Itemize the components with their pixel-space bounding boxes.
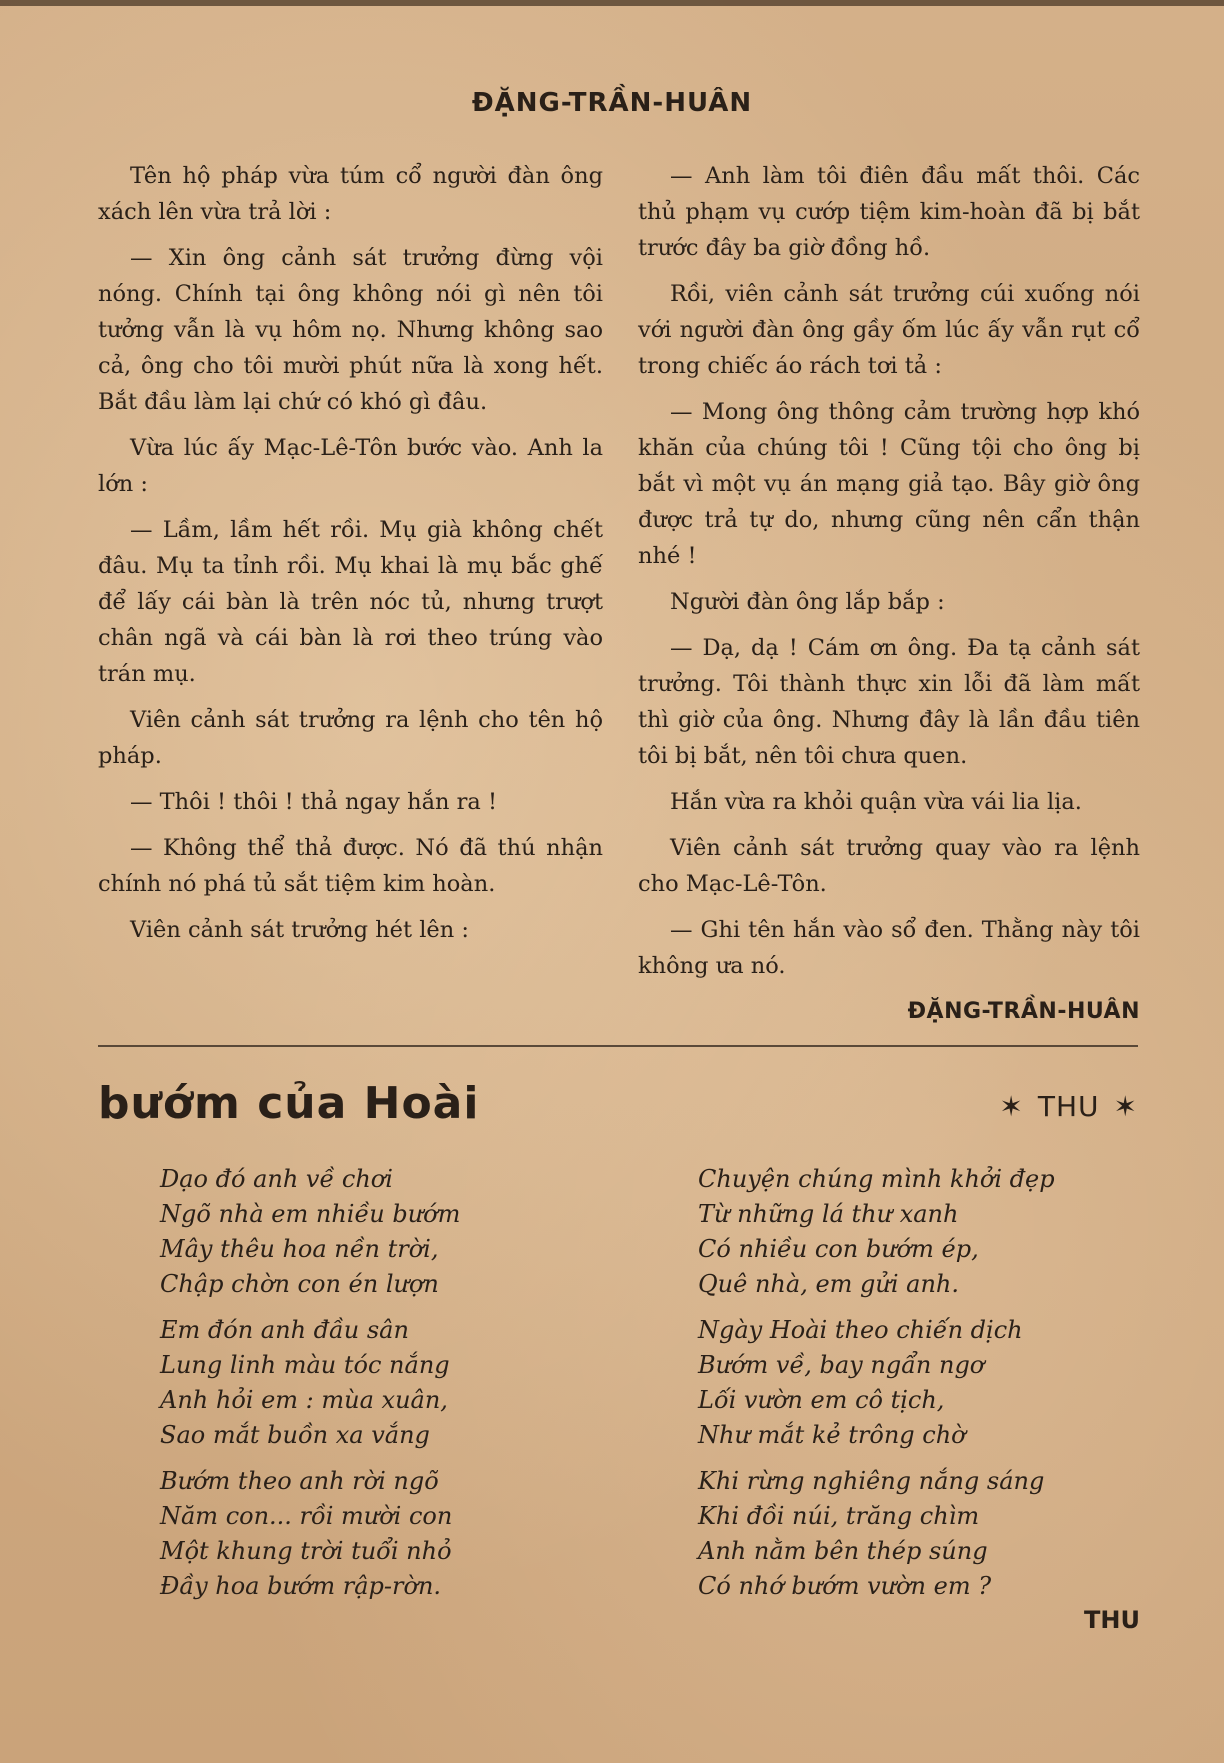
story-paragraph: — Thôi ! thôi ! thả ngay hắn ra !	[130, 789, 498, 815]
poem-author: THU	[1037, 1090, 1100, 1123]
poem-line: Chập chờn con én lượn	[160, 1270, 439, 1298]
poem-line: Đầy hoa bướm rập-rờn.	[160, 1572, 442, 1600]
story-signature: ĐẶNG-TRẦN-HUÂN	[907, 999, 1140, 1024]
story-paragraph: — Dạ, dạ ! Cám ơn ông. Đa tạ cảnh sát trưởng. Tôi thành thực xin lỗi đã làm mất thì giờ của ông. Nhưng đây là lần đầu tiên tôi bị bắt, nên tôi chưa quen.	[638, 635, 1140, 769]
story-paragraph: — Không thể thả được. Nó đã thú nhận chính nó phá tủ sắt tiệm kim hoàn.	[98, 835, 603, 897]
poem-line: Anh hỏi em : mùa xuân,	[160, 1386, 448, 1414]
poem-line: Lung linh màu tóc nắng	[160, 1351, 450, 1379]
poem-line: Khi đồi núi, trăng chìm	[698, 1502, 980, 1530]
story-paragraph: Tên hộ pháp vừa túm cổ người đàn ông xách lên vừa trả lời :	[98, 163, 603, 225]
story-paragraph: — Lầm, lầm hết rồi. Mụ già không chết đâu. Mụ ta tỉnh rồi. Mụ khai là mụ bắc ghế để lấy cái bàn là trên nóc tủ, nhưng trượt chân ngã và cái bàn là rơi theo trúng vào trán mụ.	[98, 517, 603, 687]
poem-stanza	[160, 1162, 460, 1302]
story-paragraph: Vừa lúc ấy Mạc-Lê-Tôn bước vào. Anh la lớn :	[98, 435, 603, 497]
poem-line: Như mắt kẻ trông chờ	[698, 1421, 966, 1449]
poem-stanza	[698, 1464, 1055, 1604]
poem-line: Từ những lá thư xanh	[698, 1200, 959, 1228]
poem-column-right	[698, 1162, 1055, 1615]
story-paragraph: Viên cảnh sát trưởng hét lên :	[130, 917, 469, 943]
poem-title: bướm của Hoài	[98, 1078, 480, 1129]
story-paragraph: Rồi, viên cảnh sát trưởng cúi xuống nói với người đàn ông gầy ốm lúc ấy vẫn rụt cổ trong chiếc áo rách tơi tả :	[638, 281, 1140, 379]
story-paragraph: — Anh làm tôi điên đầu mất thôi. Các thủ phạm vụ cướp tiệm kim-hoàn đã bị bắt trước đây ba giờ đồng hồ.	[638, 163, 1140, 261]
story-paragraph: Viên cảnh sát trưởng ra lệnh cho tên hộ pháp.	[98, 707, 603, 769]
page-header-author: ĐẶNG-TRẦN-HUÂN	[471, 88, 753, 118]
poem-line: Mây thêu hoa nền trời,	[160, 1235, 439, 1263]
poem-line: Ngày Hoài theo chiến dịch	[698, 1316, 1023, 1344]
poem-line: Bướm theo anh rời ngõ	[160, 1467, 439, 1495]
section-divider	[98, 1045, 1138, 1047]
poem-line: Dạo đó anh về chơi	[160, 1165, 393, 1193]
star-icon: ✶	[999, 1090, 1024, 1123]
top-edge-line	[0, 0, 1224, 6]
poem-author-byline	[999, 1090, 1138, 1123]
star-icon: ✶	[1113, 1090, 1138, 1123]
poem-stanza	[698, 1313, 1055, 1453]
poem-line: Có nhiều con bướm ép,	[698, 1235, 979, 1263]
poem-line: Anh nằm bên thép súng	[698, 1537, 988, 1565]
poem-line: Chuyện chúng mình khởi đẹp	[698, 1165, 1055, 1193]
story-paragraph: Người đàn ông lắp bắp :	[670, 589, 945, 615]
poem-stanza	[160, 1313, 460, 1453]
poem-line: Em đón anh đầu sân	[160, 1316, 409, 1344]
story-column-right	[638, 158, 1140, 1030]
story-column-left	[98, 158, 603, 958]
poem-line: Khi rừng nghiêng nắng sáng	[698, 1467, 1045, 1495]
poem-line: Năm con... rồi mười con	[160, 1502, 453, 1530]
story-paragraph: Viên cảnh sát trưởng quay vào ra lệnh cho Mạc-Lê-Tôn.	[638, 835, 1140, 897]
poem-line: Có nhớ bướm vườn em ?	[698, 1572, 992, 1600]
poem-stanza	[160, 1464, 460, 1604]
poem-column-left	[160, 1162, 460, 1615]
poem-line: Một khung trời tuổi nhỏ	[160, 1537, 452, 1565]
story-paragraph: — Mong ông thông cảm trường hợp khó khăn của chúng tôi ! Cũng tội cho ông bị bắt vì một vụ án mạng giả tạo. Bây giờ ông được trả tự do, nhưng cũng nên cẩn thận nhé !	[638, 399, 1140, 569]
story-paragraph: Hắn vừa ra khỏi quận vừa vái lia lịa.	[670, 789, 1082, 815]
poem-line: Bướm về, bay ngẩn ngơ	[698, 1351, 985, 1379]
story-paragraph: — Ghi tên hắn vào sổ đen. Thằng này tôi không ưa nó.	[638, 917, 1140, 979]
poem-line: Ngõ nhà em nhiều bướm	[160, 1200, 461, 1228]
poem-stanza	[698, 1162, 1055, 1302]
poem-line: Quê nhà, em gửi anh.	[698, 1270, 960, 1298]
poem-line: Lối vườn em cô tịch,	[698, 1386, 945, 1414]
poem-signature: THU	[1084, 1606, 1140, 1634]
story-paragraph: — Xin ông cảnh sát trưởng đừng vội nóng. Chính tại ông không nói gì nên tôi tưởng vẫn là vụ hôm nọ. Nhưng không sao cả, ông cho tôi mười phút nữa là xong hết. Bắt đầu làm lại chứ có khó gì đâu.	[98, 245, 603, 415]
poem-line: Sao mắt buồn xa vắng	[160, 1421, 430, 1449]
